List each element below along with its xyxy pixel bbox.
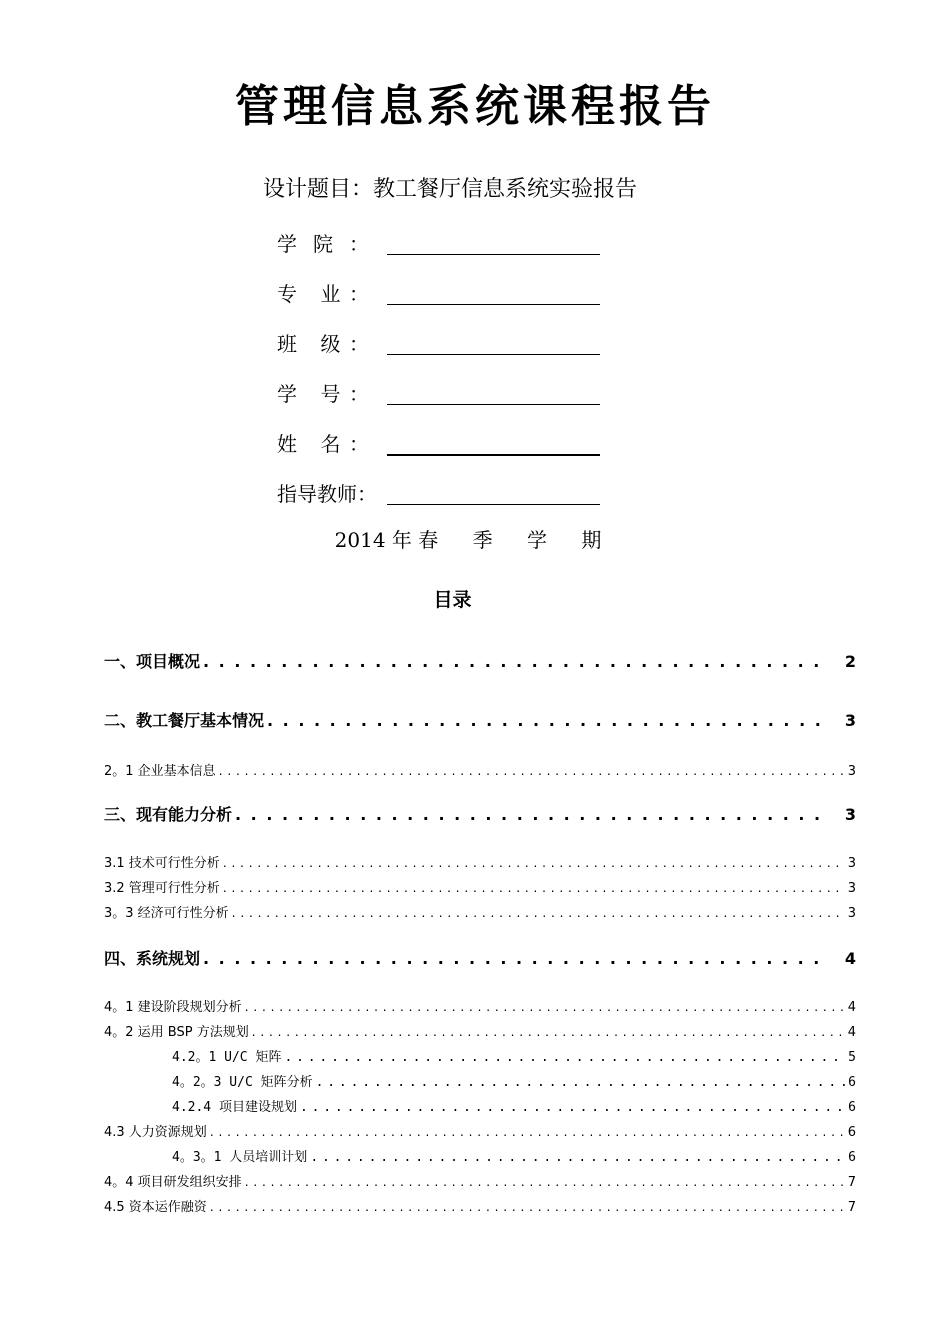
toc-entry[interactable]: 4。4 项目研发组织安排 . . . 7 xyxy=(104,1171,856,1190)
toc-entry[interactable]: 2。1 企业基本信息 . . . 3 xyxy=(104,760,856,779)
name-blank-line[interactable] xyxy=(387,454,600,456)
semester-season: 春 季 学 期 xyxy=(418,528,616,552)
college-field xyxy=(277,224,607,258)
semester-year: 2014 年 xyxy=(334,528,412,552)
toc-entry[interactable]: 4。2。3 U/C 矩阵分析 . . . 6 xyxy=(172,1071,856,1090)
student-id-blank-line[interactable] xyxy=(387,404,600,405)
name-label-b: 名： xyxy=(320,432,369,456)
toc-entry[interactable]: 3.1 技术可行性分析 . . . 3 xyxy=(104,852,856,871)
name-field xyxy=(277,424,607,458)
design-subject: 设计题目：教工餐厅信息系统实验报告 xyxy=(263,177,638,202)
major-label-a: 专 xyxy=(277,282,306,306)
college-label-b: 院： xyxy=(313,232,369,256)
toc-entry[interactable]: 4.5 资本运作融资 . . . 7 xyxy=(104,1196,856,1215)
toc-entry[interactable]: 4。2 运用 BSP 方法规划 . . . 4 xyxy=(104,1021,856,1040)
toc-entry[interactable]: 四、系统规划 . . . 4 xyxy=(104,946,856,969)
report-title: 管理信息系统课程报告 xyxy=(235,81,715,132)
toc-entry[interactable]: 二、教工餐厅基本情况 . . . 3 xyxy=(104,708,856,731)
toc-entry[interactable]: 三、现有能力分析 . . . 3 xyxy=(104,802,856,825)
toc-entry[interactable]: 4.2。1 U/C 矩阵 . . . 5 xyxy=(172,1046,856,1065)
toc-entry[interactable]: 一、项目概况 . . . 2 xyxy=(104,649,856,672)
toc-entry[interactable]: 4。3。1 人员培训计划 . . . 6 xyxy=(172,1146,856,1165)
name-label-a: 姓 xyxy=(277,432,306,456)
advisor-label: 指导教师： xyxy=(277,482,377,506)
major-field xyxy=(277,274,607,308)
toc-entry[interactable]: 4.3 人力资源规划 . . . 6 xyxy=(104,1121,856,1140)
advisor-blank-line[interactable] xyxy=(387,504,600,505)
college-blank-line[interactable] xyxy=(387,254,600,255)
toc-heading: 目录 xyxy=(433,589,472,611)
toc-entry[interactable]: 3.2 管理可行性分析 . . . 3 xyxy=(104,877,856,896)
class-label-b: 级： xyxy=(320,332,369,356)
toc-entry[interactable]: 3。3 经济可行性分析 . . . 3 xyxy=(104,902,856,921)
toc-entry[interactable]: 4.2.4 项目建设规划 . . . 6 xyxy=(172,1096,856,1115)
student-id-label-a: 学 xyxy=(277,382,306,406)
class-label-a: 班 xyxy=(277,332,306,356)
college-label-a: 学 xyxy=(277,232,313,256)
major-blank-line[interactable] xyxy=(387,304,600,305)
student-id-field xyxy=(277,374,607,408)
class-field xyxy=(277,324,607,358)
class-blank-line[interactable] xyxy=(387,354,600,355)
advisor-field xyxy=(277,474,607,508)
major-label-b: 业： xyxy=(320,282,369,306)
semester xyxy=(0,524,950,553)
toc-entry[interactable]: 4。1 建设阶段规划分析 . . . 4 xyxy=(104,996,856,1015)
student-id-label-b: 号： xyxy=(320,382,369,406)
